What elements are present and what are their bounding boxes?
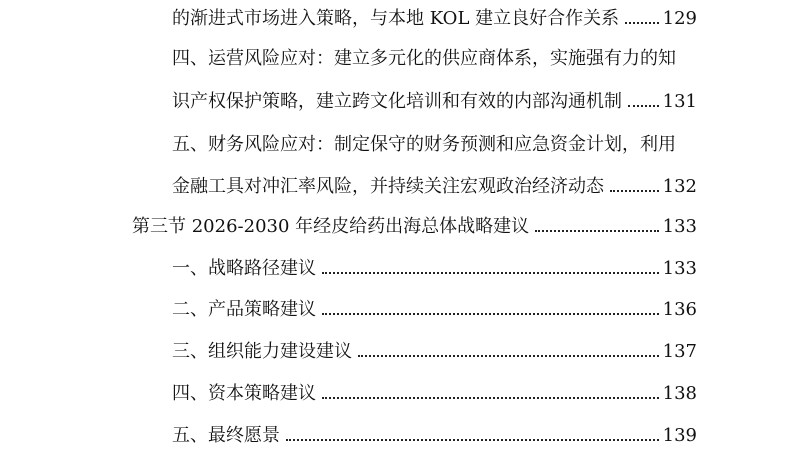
toc-entry-ops-risk[interactable]	[172, 91, 697, 113]
toc-entry-fin-risk-line1[interactable]	[172, 134, 676, 156]
toc-entry-text: 五、财务风险应对：制定保守的财务预测和应急资金计划，利用	[172, 134, 676, 155]
toc-sub-entry-org-capability[interactable]	[172, 341, 697, 363]
toc-page-number: 133	[662, 216, 697, 237]
toc-entry-text: 识产权保护策略，建立跨文化培训和有效的内部沟通机制	[172, 91, 622, 112]
toc-entry-text: 二、产品策略建议	[172, 299, 316, 320]
toc-page-number: 132	[662, 176, 697, 197]
toc-page-number: 133	[662, 258, 697, 279]
toc-entry-fin-risk[interactable]	[172, 176, 697, 198]
toc-page-number: 138	[662, 383, 697, 404]
toc-entry-text: 金融工具对冲汇率风险，并持续关注宏观政治经济动态	[172, 176, 604, 197]
toc-page-number: 139	[662, 425, 697, 446]
toc-entry-ops-risk-line1[interactable]	[172, 48, 676, 70]
dot-leader	[322, 397, 659, 399]
dot-leader	[628, 105, 659, 107]
toc-entry-text: 四、运营风险应对：建立多元化的供应商体系，实施强有力的知	[172, 48, 676, 69]
toc-page-number: 136	[662, 299, 697, 320]
dot-leader	[322, 272, 659, 274]
toc-page-number: 129	[662, 8, 697, 29]
toc-entry-text: 一、战略路径建议	[172, 258, 316, 279]
dot-leader	[322, 313, 659, 315]
toc-entry-market-entry-end[interactable]	[172, 8, 697, 30]
toc-sub-entry-product-strategy[interactable]	[172, 299, 697, 321]
dot-leader	[358, 355, 659, 357]
dot-leader	[535, 230, 658, 232]
toc-entry-text: 五、最终愿景	[172, 425, 280, 446]
toc-entry-text: 四、资本策略建议	[172, 383, 316, 404]
toc-section-3[interactable]	[132, 216, 697, 238]
toc-sub-entry-capital-strategy[interactable]	[172, 383, 697, 405]
dot-leader	[286, 439, 659, 441]
toc-entry-text: 三、组织能力建设建议	[172, 341, 352, 362]
toc-sub-entry-final-vision[interactable]	[172, 425, 697, 447]
toc-page-number: 137	[662, 341, 697, 362]
toc-section-title: 第三节 2026-2030 年经皮给药出海总体战略建议	[132, 216, 530, 237]
dot-leader	[610, 190, 659, 192]
toc-entry-text: 的渐进式市场进入策略，与本地 KOL 建立良好合作关系	[172, 8, 620, 29]
toc-page-number: 131	[662, 91, 697, 112]
dot-leader	[625, 22, 659, 24]
toc-sub-entry-strategy-path[interactable]	[172, 258, 697, 280]
